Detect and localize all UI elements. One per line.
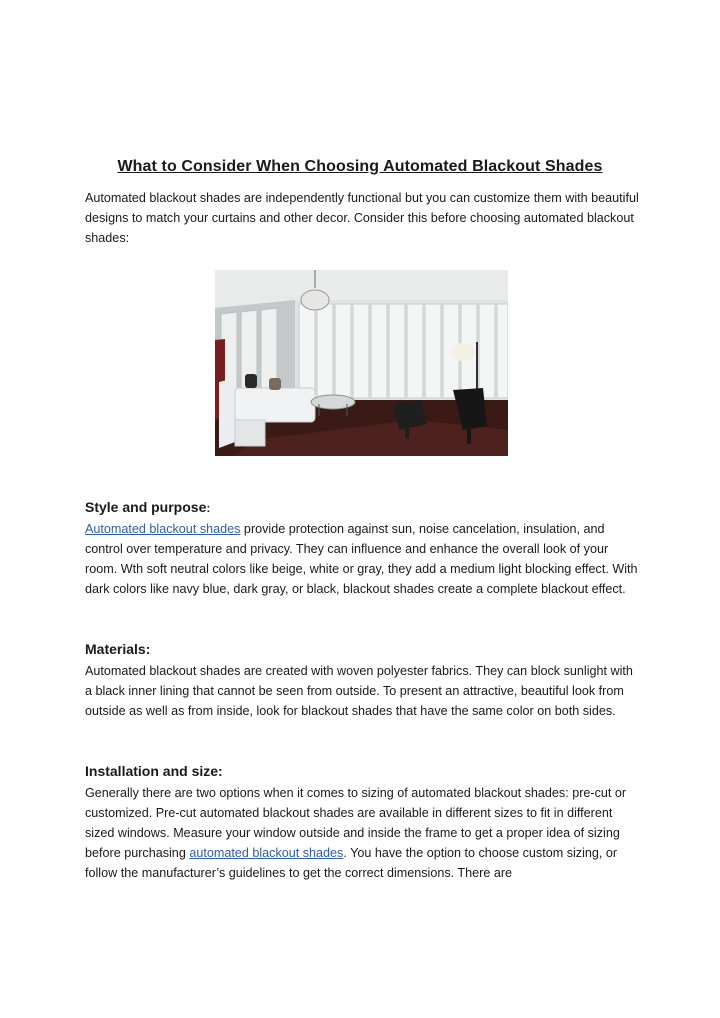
section-heading-style xyxy=(85,499,210,515)
section-paragraph-style xyxy=(85,519,640,599)
section-heading-style-text: Style and purpose xyxy=(85,499,207,515)
section-heading-materials: Materials: xyxy=(85,641,151,657)
installation-paragraph-text-start: Generally there are two options when it comes to sizing of automated blackout shades: pre-cut or customized. Pre-cut automated blackout shades are available in different sizes to fit in different sized windows. Measure your window outside and inside the frame to get a proper idea of sizing before purchasing xyxy=(85,786,627,860)
automated-blackout-shades-link[interactable]: Automated blackout shades xyxy=(85,522,241,536)
section-paragraph-materials: Automated blackout shades are created with woven polyester fabrics. They can block sunlight with a black inner lining that cannot be seen from outside. To present an attractive, beautiful look from outside as well as from inside, look for blackout shades that have the same color on both sides. xyxy=(85,664,633,718)
installation-paragraph-text-end: . You have the option to choose custom sizing, or follow the manufacturer’s guidelines to get the correct dimensions. There are xyxy=(85,846,618,880)
style-paragraph-text: provide protection against sun, noise cancelation, insulation, and control over temperature and privacy. They can influence and enhance the overall look of your room. Wth soft neutral colors like beige, white or gray, they add a medium light blocking effect. With dark colors like navy blue, dark gray, or black, blackout shades create a complete blackout effect. xyxy=(85,522,638,596)
section-heading-style-colon: : xyxy=(206,501,211,515)
section-paragraph-installation xyxy=(85,783,640,883)
section-heading-installation: Installation and size: xyxy=(85,763,223,779)
intro-paragraph: Automated blackout shades are independently functional but you can customize them with beautiful designs to match your curtains and other decor. Consider this before choosing automated blackout shades: xyxy=(85,191,639,245)
living-room-photo xyxy=(215,270,508,456)
page-title: What to Consider When Choosing Automated Blackout Shades xyxy=(117,157,603,175)
automated-blackout-shades-link-2[interactable]: automated blackout shades xyxy=(189,846,344,860)
